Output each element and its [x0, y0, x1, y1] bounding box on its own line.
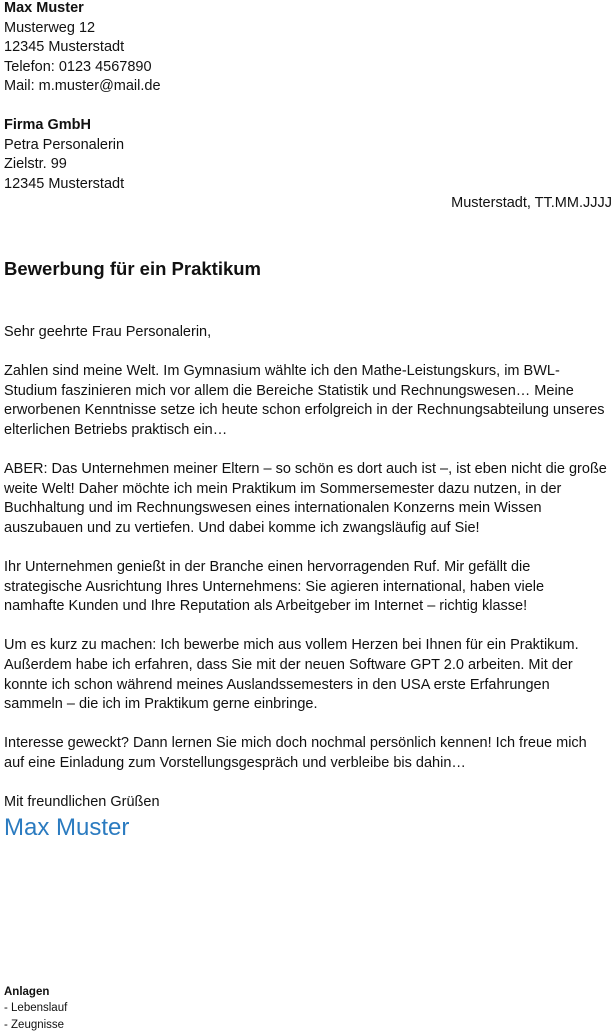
body-line: strategische Ausrichtung Ihres Unternehmens: Sie agieren international, haben viele	[4, 578, 545, 595]
body-line: Zahlen sind meine Welt. Im Gymnasium wählte ich den Mathe-Leistungskurs, im BWL-	[4, 363, 560, 380]
body-line: ABER: Das Unternehmen meiner Eltern – so schön es dort auch ist –, ist eben nicht die große	[4, 461, 607, 478]
sender-name: Max Muster	[4, 0, 84, 16]
body-paragraph	[4, 558, 613, 617]
body-line: auf eine Einladung zum Vorstellungsgespräch und verbleibe bis dahin…	[4, 755, 466, 771]
letter-date: Musterstadt, TT.MM.JJJJ	[451, 195, 612, 212]
recipient-company: Firma GmbH	[4, 116, 92, 133]
attachment-item: - Zeugnisse	[4, 1018, 65, 1031]
sender-city: 12345 Musterstadt	[4, 39, 125, 56]
body-line: Buchhaltung und im Rechnungswesen eines internationalen Konzerns mein Wissen	[4, 500, 542, 517]
sender-street: Musterweg 12	[4, 19, 96, 36]
body-line: elterlichen Betriebs praktisch ein…	[4, 421, 228, 438]
body-line: auszubauen und zu vertiefen. Und dabei komme ich zwangsläufig auf Sie!	[4, 519, 480, 536]
attachments	[4, 984, 67, 1033]
body-line: Interesse geweckt? Dann lernen Sie mich doch nochmal persönlich kennen! Ich freue mich	[4, 735, 587, 752]
body-line: konnte ich schon während meines Auslandssemesters in den USA erste Erfahrungen	[4, 676, 550, 693]
body-line: sammeln – die ich im Praktikum gerne einbringe.	[4, 696, 318, 713]
body-paragraph	[4, 636, 613, 714]
sender-mail: Mail: m.muster@mail.de	[4, 78, 161, 95]
body-paragraph	[4, 734, 613, 773]
letter-subject: Bewerbung für ein Praktikum	[4, 257, 261, 279]
body-line: weite Welt! Daher möchte ich mein Praktikum im Sommersemester dazu nutzen, in der	[4, 480, 562, 497]
body-line: namhafte Kunden und Ihre Reputation als Arbeitgeber im Internet – richtig klasse!	[4, 598, 528, 615]
salutation: Sehr geehrte Frau Personalerin,	[4, 323, 212, 340]
sender-address	[4, 0, 613, 97]
body-line: Außerdem habe ich erfahren, dass Sie mit der neuen Software GPT 2.0 arbeiten. Mit der	[4, 657, 573, 674]
recipient-address	[4, 116, 613, 194]
attachments-title: Anlagen	[4, 986, 50, 998]
body-line: Studium faszinieren mich vor allem die Bereiche Statistik und Rechnungswesen… Meine	[4, 382, 574, 399]
recipient-city: 12345 Musterstadt	[4, 175, 125, 192]
attachment-item: - Lebenslauf	[4, 1002, 68, 1015]
signature: Max Muster	[4, 813, 130, 841]
sender-phone: Telefon: 0123 4567890	[4, 58, 152, 75]
body-line: Um es kurz zu machen: Ich bewerbe mich aus vollem Herzen bei Ihnen für ein Praktikum.	[4, 637, 579, 654]
body-line: Ihr Unternehmen genießt in der Branche einen hervorragenden Ruf. Mir gefällt die	[4, 559, 531, 576]
body-paragraph	[4, 362, 613, 440]
closing: Mit freundlichen Grüßen	[4, 794, 160, 811]
recipient-person: Petra Personalerin	[4, 136, 125, 153]
body-paragraph	[4, 460, 613, 538]
letter	[4, 0, 613, 842]
recipient-street: Zielstr. 99	[4, 156, 67, 173]
body-line: erworbenen Kenntnisse setze ich heute schon erfolgreich in der Rechnungsabteilung unseres	[4, 402, 605, 419]
